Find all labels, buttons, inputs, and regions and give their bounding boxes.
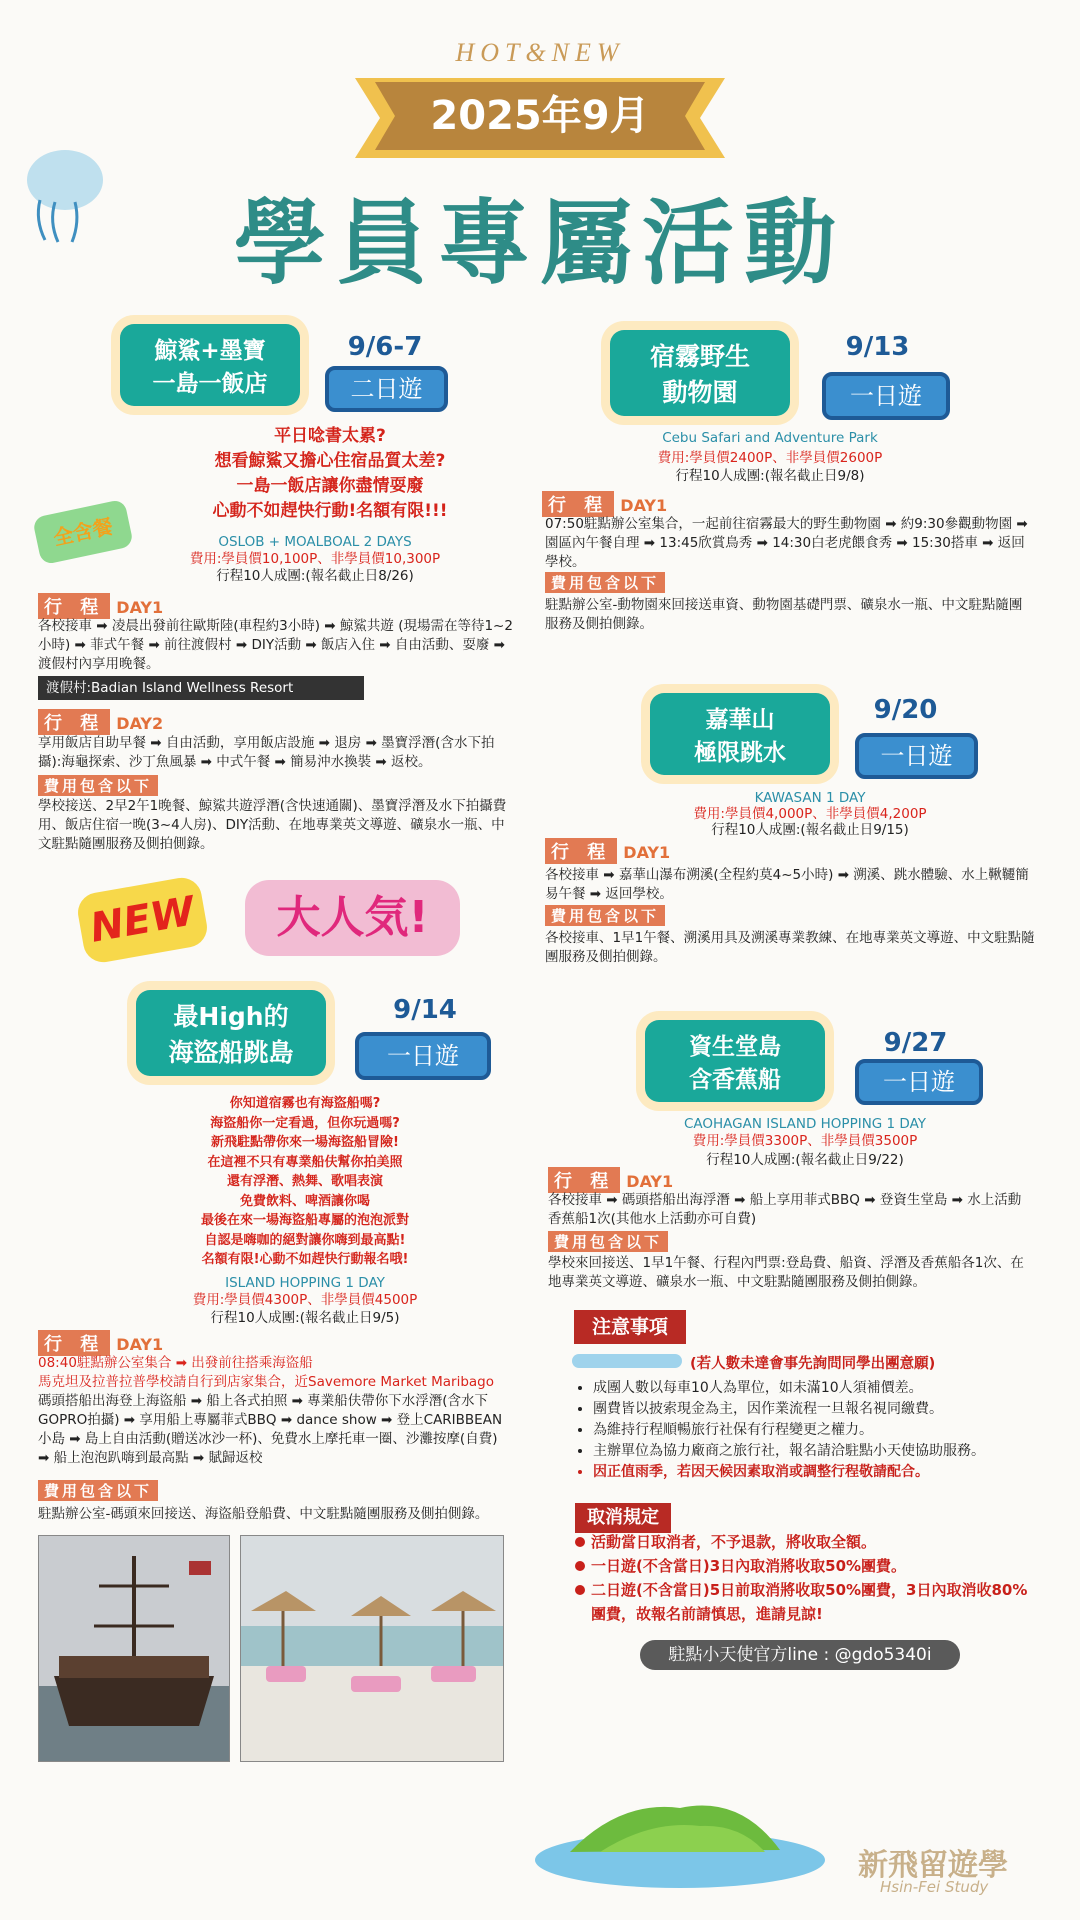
trip5-price: 費用:學員價3300P、非學員價3500P (692, 1133, 918, 1149)
trip4-type: 一日遊 (355, 1032, 491, 1080)
month-ribbon (355, 78, 725, 158)
trip3-type: 一日遊 (855, 733, 978, 779)
trip5-fee-head (548, 1231, 668, 1252)
trip2-date: 9/13 (845, 332, 910, 362)
cancel-item-text: 一日遊(不含當日)3日內取消將收取50%團費。 (591, 1557, 907, 1575)
trip2-en-name: Cebu Safari and Adventure Park (662, 430, 878, 446)
notice-sign-base (572, 1354, 682, 1368)
trip4-promo-line: 名額有限!心動不如趕快行動報名哦! (201, 1252, 409, 1267)
trip1-name-line1: 鯨鯊+墨寶 (154, 338, 266, 364)
trip4-fee-text: 駐點辦公室-碼頭來回接送、海盜船登船費、中文駐點隨團服務及側拍側錄。 (38, 1506, 489, 1522)
trip5-name-box (645, 1020, 825, 1102)
trip1-en-name: OSLOB + MOALBOAL 2 DAYS (218, 534, 412, 550)
trip4-promo-line: 免費飲料、啤酒讓你喝 (239, 1193, 370, 1209)
popular-badge: 大人気! (245, 880, 460, 956)
trip3-day1-text: 各校接車 ➡ 嘉華山瀑布溯溪(全程約莫4~5小時) ➡ 溯溪、跳水體驗、水上鞦韆簡易午餐 ➡ 返回學校。 (545, 867, 1029, 902)
cancel-item-text: 二日遊(不含當日)5日前取消將收取50%團費，3日內取消收80%團費，故報名前請慎思，進請見諒! (591, 1581, 1028, 1623)
trip1-promo-line: 心動不如趕快行動!名額有限!!! (212, 501, 448, 521)
trip1-date: 9/6-7 (347, 332, 423, 362)
trip5-en-name: CAOHAGAN ISLAND HOPPING 1 DAY (683, 1116, 927, 1132)
trip5-name-line2: 含香蕉船 (689, 1067, 781, 1093)
cancel-item-text: 活動當日取消者，不予退款，將收取全額。 (591, 1533, 877, 1551)
trip3-name-line1: 嘉華山 (705, 707, 775, 733)
notice-item: • 因正值雨季，若因天候因素取消或調整行程敬請配合。 (593, 1462, 1035, 1483)
fee-label: 費用包含以下 (545, 905, 665, 926)
schedule-label: 行 程 (548, 1167, 620, 1193)
pirate-ship-photo (38, 1535, 230, 1762)
new-badge: NEW (75, 875, 210, 966)
trip4-promo-line: 自認是嗨咖的絕對讓你嗨到最高點! (204, 1232, 406, 1248)
trip3-fee-head (545, 905, 665, 926)
trip4-fee-head (38, 1480, 158, 1501)
trip2-name-line1: 宿霧野生 (649, 342, 750, 371)
notice-subtitle: (若人數未達會事先詢問同學出團意願) (690, 1356, 936, 1372)
trip1-name-box (120, 324, 300, 406)
trip4-price: 費用:學員價4300P、非學員價4500P (192, 1292, 418, 1308)
cancel-item (575, 1554, 1040, 1578)
trip1-name-line2: 一島一飯店 (152, 371, 268, 397)
month-text: 2025年9月 (430, 93, 650, 139)
day1-label: DAY1 (116, 598, 164, 617)
fee-label: 費用包含以下 (38, 775, 158, 796)
trip2-min: 行程10人成團:(報名截止日9/8) (675, 468, 865, 484)
trip4-date: 9/14 (393, 995, 457, 1025)
trip4-promo-line: 海盜船你一定看過，但你玩過嗎? (210, 1115, 400, 1131)
trip1-day1-text: 各校接車 ➡ 凌晨出發前往歐斯陸(車程約3小時) ➡ 鯨鯊共遊 (現場需在等待1~2小時) ➡ 菲式午餐 ➡ 前往渡假村 ➡ DIY活動 ➡ 飯店入住 ➡ 自由活動、耍廢 ➡ 渡假村內享用晚餐。 (38, 618, 513, 672)
trip1-price: 費用:學員價10,100P、非學員價10,300P (189, 551, 441, 567)
trip4-min: 行程10人成團:(報名截止日9/5) (210, 1310, 400, 1326)
trip5-type: 一日遊 (855, 1059, 983, 1105)
trip5-min: 行程10人成團:(報名截止日9/22) (706, 1152, 904, 1168)
trip4-meet2: 馬克坦及拉普拉普學校請自行到店家集合，近Savemore Market Maribago (38, 1374, 494, 1390)
line-id-pill: 駐點小天使官方line : @gdo5340i (640, 1640, 960, 1670)
trip4-promo (130, 1094, 480, 1270)
trip4-promo-line: 新飛駐點帶你來一場海盜船冒險! (211, 1135, 399, 1150)
notice-title: 注意事項 (574, 1310, 686, 1344)
beach-island-photo (240, 1535, 504, 1762)
trip4-name-line2: 海盜船跳島 (168, 1038, 294, 1067)
day1-label: DAY1 (116, 1335, 164, 1354)
trip4-meet: 08:40駐點辦公室集合 ➡ 出發前往搭乘海盜船 (38, 1355, 313, 1371)
trip1-day2-text: 享用飯店自助早餐 ➡ 自由活動，享用飯店設施 ➡ 退房 ➡ 墨寶浮潛(含水下拍攝):海龜探索、沙丁魚風暴 ➡ 中式午餐 ➡ 簡易沖水換裝 ➡ 返校。 (38, 735, 495, 770)
trip3-name-box (650, 693, 830, 775)
trip2-day1-text: 07:50駐點辦公室集合，一起前往宿霧最大的野生動物園 ➡ 約9:30參觀動物園 ➡ 園區內午餐自理 ➡ 13:45欣賞鳥秀 ➡ 14:30白老虎餵食秀 ➡ 15:30搭車 ➡ 返回學校。 (545, 516, 1028, 570)
schedule-label: 行 程 (38, 593, 110, 619)
fee-label: 費用包含以下 (548, 1231, 668, 1252)
fee-label: 費用包含以下 (38, 1480, 158, 1501)
trip4-promo-line: 在這裡不只有專業船伕幫你拍美照 (207, 1154, 403, 1170)
trip2-price: 費用:學員價2400P、非學員價2600P (657, 450, 883, 466)
brand-logo-sub: Hsin-Fei Study (880, 1878, 989, 1896)
jellyfish-icon (20, 140, 110, 250)
trip5-date: 9/27 (883, 1028, 948, 1058)
notice-item: • 主辦單位為協力廠商之旅行社，報名請洽駐點小天使協助服務。 (593, 1441, 1035, 1462)
day1-label: DAY1 (623, 843, 671, 862)
cancel-list (575, 1530, 1040, 1626)
brand-logo-text: 新飛留遊學 (858, 1848, 1008, 1883)
trip5-day1-text: 各校接車 ➡ 碼頭搭船出海浮潛 ➡ 船上享用菲式BBQ ➡ 登資生堂島 ➡ 水上活動香蕉船1次(其他水上活動亦可自費) (548, 1192, 1022, 1227)
schedule-label: 行 程 (542, 491, 614, 517)
trip2-fee-text: 駐點辦公室-動物園來回接送車資、動物園基礎門票、礦泉水一瓶、中文駐點隨團服務及側拍側錄。 (545, 597, 1023, 632)
trip4-day1-head (38, 1330, 163, 1356)
trip4-day1-text: 碼頭搭船出海登上海盜船 ➡ 船上各式拍照 ➡ 專業船伕帶你下水浮潛(含水下GOPRO拍攝) ➡ 享用船上專屬菲式BBQ ➡ dance show ➡ 登上CARIBBEAN 小島 ➡ 島上自由活動(贈送冰沙一杯)、免費水上摩托車一圈、沙灘按摩(自費) ➡ 船上泡泡趴嗨到最高點 ➡ 賦歸返校 (38, 1393, 503, 1466)
trip4-name-line1: 最High的 (173, 1002, 289, 1031)
schedule-label: 行 程 (545, 838, 617, 864)
cancel-item (575, 1578, 1040, 1626)
trip1-fee-text: 學校接送、2早2午1晚餐、鯨鯊共遊浮潛(含快速通關)、墨寶浮潛及水下拍攝費用、飯店住宿一晚(3~4人房)、DIY活動、在地專業英文導遊、礦泉水一瓶、中文駐點隨團服務及側拍側錄。 (38, 798, 507, 852)
trip3-min: 行程10人成團:(報名截止日9/15) (711, 822, 909, 838)
trip2-fee-head (545, 572, 665, 593)
trip2-day1-head (542, 491, 667, 517)
trip1-promo-line: 一島一飯店讓你盡情耍廢 (236, 476, 424, 496)
trip3-price: 費用:學員價4,000P、非學員價4,200P (693, 806, 927, 822)
trip1-promo-line: 平日唸書太累? (274, 426, 386, 446)
schedule-label: 行 程 (38, 709, 110, 735)
notice-item: • 團費皆以披索現金為主，因作業流程一旦報名視同繳費。 (593, 1399, 1035, 1420)
day1-label: DAY1 (620, 496, 668, 515)
trip4-name-box (136, 990, 326, 1076)
hot-new-label: HOT&NEW (455, 38, 625, 67)
day1-label: DAY1 (626, 1172, 674, 1191)
trip1-min: 行程10人成團:(報名截止日8/26) (216, 568, 414, 584)
trip1-day2-head (38, 709, 163, 735)
trip4-en-name: ISLAND HOPPING 1 DAY (225, 1275, 385, 1291)
trip1-promo (180, 424, 480, 524)
all-meals-badge: 全含餐 (32, 499, 134, 565)
island-illustration (530, 1780, 830, 1890)
trip4-promo-line: 還有浮潛、熱舞、歌唱表演 (226, 1174, 383, 1189)
cancel-title: 取消規定 (575, 1503, 671, 1533)
fee-label: 費用包含以下 (545, 572, 665, 593)
trip3-day1-head (545, 838, 670, 864)
cancel-item (575, 1530, 1040, 1554)
day2-label: DAY2 (116, 714, 164, 733)
trip3-name-line2: 極限跳水 (694, 740, 786, 766)
trip3-en-name: KAWASAN 1 DAY (754, 790, 866, 806)
schedule-label: 行 程 (38, 1330, 110, 1356)
trip2-name-box (610, 330, 790, 416)
trip1-day1-head (38, 593, 163, 619)
trip2-type: 一日遊 (822, 372, 950, 420)
notice-item: • 成團人數以每車10人為單位，如未滿10人須補價差。 (593, 1378, 1035, 1399)
trip3-date: 9/20 (873, 695, 938, 725)
trip1-promo-line: 想看鯨鯊又擔心住宿品質太差? (214, 451, 446, 471)
trip5-name-line1: 資生堂島 (689, 1034, 781, 1060)
trip1-type: 二日遊 (325, 366, 448, 412)
notice-list (575, 1378, 1035, 1483)
trip1-fee-head (38, 775, 158, 796)
trip1-resort: 渡假村:Badian Island Wellness Resort (38, 676, 364, 700)
trip4-promo-line: 最後在來一場海盜船專屬的泡泡派對 (200, 1213, 409, 1228)
notice-item: • 為維持行程順暢旅行社保有行程變更之權力。 (593, 1420, 1035, 1441)
trip5-day1-head (548, 1167, 673, 1193)
page-title: 學員專屬活動 (233, 190, 846, 297)
trip4-promo-line: 你知道宿霧也有海盜船嗎? (229, 1096, 381, 1111)
trip3-fee-text: 各校接車、1早1午餐、溯溪用具及溯溪專業教練、在地專業英文導遊、中文駐點隨團服務及側拍側錄。 (545, 930, 1035, 965)
trip2-name-line2: 動物園 (662, 378, 738, 407)
trip5-fee-text: 學校來回接送、1早1午餐、行程內門票:登島費、船資、浮潛及香蕉船各1次、在地專業英文導遊、礦泉水一瓶、中文駐點隨團服務及側拍側錄。 (548, 1255, 1024, 1290)
